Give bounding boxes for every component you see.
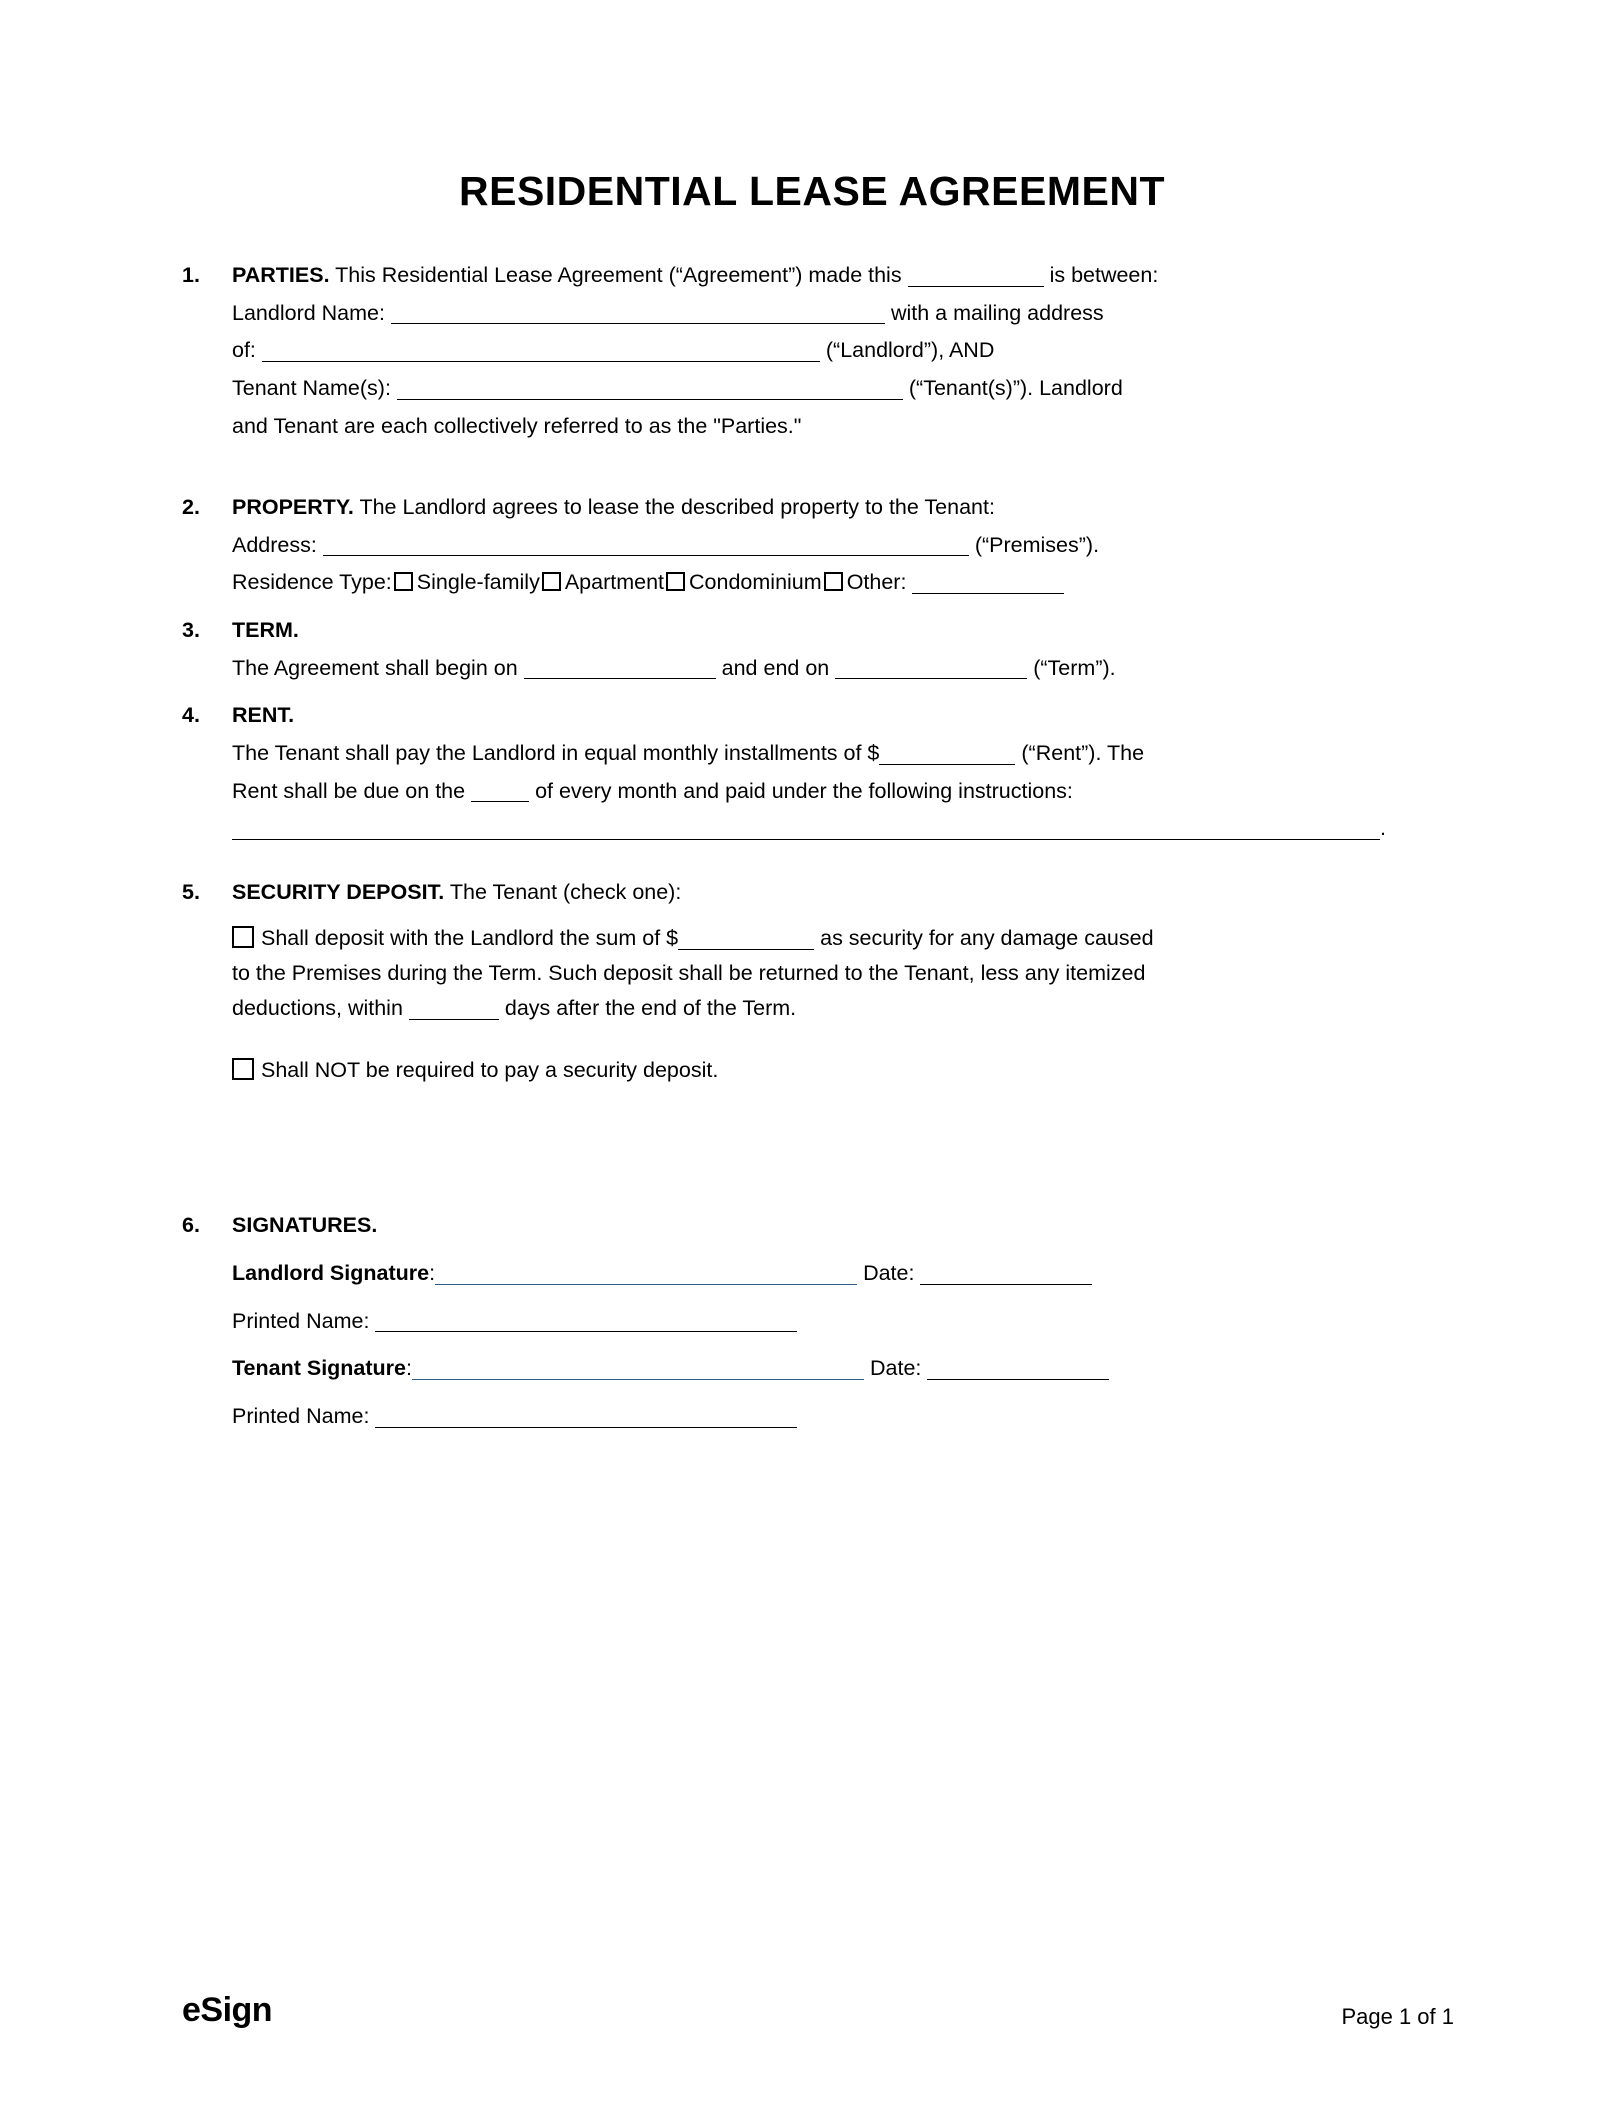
document-body: [0, 257, 1624, 1436]
signatures-heading: SIGNATURES.: [232, 1213, 378, 1238]
residence-type-label: Residence Type:: [232, 570, 392, 595]
landlord-signature-label: Landlord Signature: [232, 1261, 430, 1286]
checkbox-single-family[interactable]: [394, 572, 413, 591]
residence-other-field[interactable]: [912, 568, 1064, 594]
parties-line-4: [232, 370, 1454, 408]
spacer-9: [232, 1293, 1454, 1303]
parties-line1-text-a: This Residential Lease Agreement (“Agreement”) made this: [335, 263, 902, 287]
clause-number-1: 1.: [182, 263, 200, 287]
parties-heading: PARTIES.: [232, 263, 330, 287]
clause-signatures: [182, 1207, 1454, 1435]
rent-text-b: (“Rent”). The: [1021, 740, 1145, 765]
tenant-signature-colon: :: [406, 1356, 412, 1381]
deposit-return-days-field[interactable]: [409, 994, 499, 1020]
option-label-single-family: Single-family: [416, 570, 540, 595]
deposit-option2-text: Shall NOT be required to pay a security deposit.: [261, 1057, 719, 1082]
checkbox-apartment[interactable]: [542, 572, 561, 591]
clause-number-2: 2.: [182, 495, 200, 520]
landlord-signature-row: [232, 1255, 1454, 1293]
term-text-a: The Agreement shall begin on: [232, 655, 518, 680]
tenant-signature-label: Tenant Signature: [232, 1356, 407, 1381]
landlord-date-field[interactable]: [920, 1259, 1092, 1285]
clause-number-3: 3.: [182, 618, 200, 642]
landlord-name-field[interactable]: [391, 299, 885, 325]
parties-line4-text-b: (“Tenant(s)”). Landlord: [908, 375, 1123, 400]
landlord-signature-colon: :: [429, 1261, 436, 1286]
term-text-b: and end on: [721, 655, 830, 680]
checkbox-condominium[interactable]: [666, 572, 685, 591]
security-deposit-option-2: [232, 1052, 1454, 1090]
rent-instructions-field[interactable]: [232, 814, 1380, 840]
landlord-address-field[interactable]: [262, 336, 820, 362]
deposit-option1-text-e: days after the end of the Term.: [504, 996, 797, 1021]
clause-security-deposit-body: [232, 874, 1454, 1090]
deposit-option1-line-2: to the Premises during the Term. Such deposit shall be returned to the Tenant, less any itemized: [232, 961, 1146, 986]
spacer-3: [182, 687, 1454, 697]
rent-text-c: Rent shall be due on the: [232, 778, 466, 803]
checkbox-deposit-not-required[interactable]: [232, 1058, 254, 1080]
spacer-4: [182, 848, 1454, 874]
parties-line2-text-b: with a mailing address: [890, 300, 1104, 325]
clause-number-4: 4.: [182, 703, 200, 728]
option-label-apartment: Apartment: [564, 570, 665, 595]
security-deposit-heading: SECURITY DEPOSIT.: [232, 879, 445, 904]
clause-term-body: [232, 612, 1454, 687]
address-label: Address:: [232, 532, 317, 557]
parties-line-2: [232, 295, 1454, 333]
clause-number-5: 5.: [182, 879, 200, 904]
landlord-printed-field[interactable]: [375, 1307, 797, 1333]
clause-property-body: [232, 489, 1454, 602]
parties-line3-text-b: (“Landlord”), AND: [825, 338, 995, 363]
property-address-line: [232, 527, 1454, 565]
tenant-printed-label: Printed Name:: [232, 1403, 370, 1428]
security-deposit-line-1: [232, 874, 1454, 912]
spacer-5: [232, 911, 1454, 921]
tenant-signature-field[interactable]: [412, 1355, 864, 1380]
landlord-printed-label: Printed Name:: [232, 1308, 370, 1333]
page-title: RESIDENTIAL LEASE AGREEMENT: [458, 168, 1165, 214]
tenant-printed-row: [232, 1398, 1454, 1436]
deposit-option1-text-a: Shall deposit with the Landlord the sum of $: [261, 926, 679, 951]
rent-line3-period: .: [1380, 816, 1386, 841]
tenant-name-field[interactable]: [397, 374, 903, 400]
spacer-8: [232, 1245, 1454, 1255]
rent-amount-field[interactable]: [879, 739, 1015, 765]
checkbox-other[interactable]: [824, 572, 843, 591]
tenant-printed-field[interactable]: [375, 1402, 797, 1428]
clause-rent-body: [232, 697, 1454, 848]
rent-line-3: [232, 810, 1454, 848]
landlord-name-label: Landlord Name:: [232, 300, 385, 325]
checkbox-deposit-required[interactable]: [232, 926, 254, 948]
spacer-1: [182, 445, 1454, 489]
tenant-date-label: Date:: [869, 1356, 922, 1381]
property-line-1: [232, 489, 1454, 527]
tenant-date-field[interactable]: [927, 1354, 1109, 1380]
landlord-date-label: Date:: [863, 1261, 915, 1286]
deposit-option1-line-3: [232, 991, 1454, 1026]
rent-text-a: The Tenant shall pay the Landlord in equal monthly installments of $: [232, 740, 880, 765]
spacer-7: [182, 1089, 1454, 1207]
security-deposit-option-1: [232, 921, 1454, 1025]
tenant-signature-row: [232, 1350, 1454, 1388]
deposit-option1-text-b: as security for any damage caused: [820, 926, 1154, 951]
spacer-11: [232, 1388, 1454, 1398]
property-intro: The Landlord agrees to lease the described property to the Tenant:: [359, 495, 995, 520]
rent-line-2: [232, 773, 1454, 811]
residence-type-line: [232, 564, 1454, 602]
parties-line-1: [232, 257, 1454, 295]
esign-logo: eSign: [182, 1991, 273, 2029]
rent-text-d: of every month and paid under the following instructions:: [535, 778, 1073, 803]
page-footer: [0, 1991, 1624, 2030]
clause-term: [182, 612, 1454, 687]
rent-heading: RENT.: [232, 703, 295, 728]
term-end-date-field[interactable]: [835, 654, 1027, 680]
rent-line-1: [232, 735, 1454, 773]
clause-property: [182, 489, 1454, 602]
clause-rent: [182, 697, 1454, 848]
security-deposit-intro: The Tenant (check one):: [449, 879, 682, 904]
address-field[interactable]: [323, 531, 969, 557]
spacer-10: [232, 1340, 1454, 1350]
option-label-other: Other:: [846, 570, 907, 595]
parties-line-3: [232, 332, 1454, 370]
clause-parties-body: [232, 257, 1454, 445]
rent-due-day-field[interactable]: [471, 777, 529, 803]
term-line: [232, 650, 1454, 688]
clause-parties: [182, 257, 1454, 445]
spacer-2: [182, 602, 1454, 612]
parties-line-5: and Tenant are each collectively referred to as the "Parties.": [232, 413, 802, 438]
parties-date-field[interactable]: [908, 261, 1044, 287]
address-suffix: (“Premises”).: [974, 532, 1100, 557]
landlord-printed-row: [232, 1303, 1454, 1341]
option-label-condominium: Condominium: [689, 570, 822, 595]
tenant-name-label: Tenant Name(s):: [232, 375, 391, 400]
page-number: Page 1 of 1: [1341, 2004, 1454, 2029]
clause-number-6: 6.: [182, 1213, 200, 1238]
landlord-address-label: of:: [232, 338, 256, 363]
deposit-option1-text-d: deductions, within: [232, 996, 403, 1021]
clause-security-deposit: [182, 874, 1454, 1090]
spacer-6: [232, 1026, 1454, 1052]
term-start-date-field[interactable]: [524, 654, 716, 680]
parties-line1-text-b: is between:: [1049, 263, 1159, 287]
term-heading: TERM.: [232, 618, 299, 642]
deposit-amount-field[interactable]: [678, 924, 814, 950]
term-text-c: (“Term”).: [1033, 655, 1116, 680]
clause-signatures-body: [232, 1207, 1454, 1435]
property-heading: PROPERTY.: [232, 495, 354, 520]
landlord-signature-field[interactable]: [435, 1260, 857, 1285]
